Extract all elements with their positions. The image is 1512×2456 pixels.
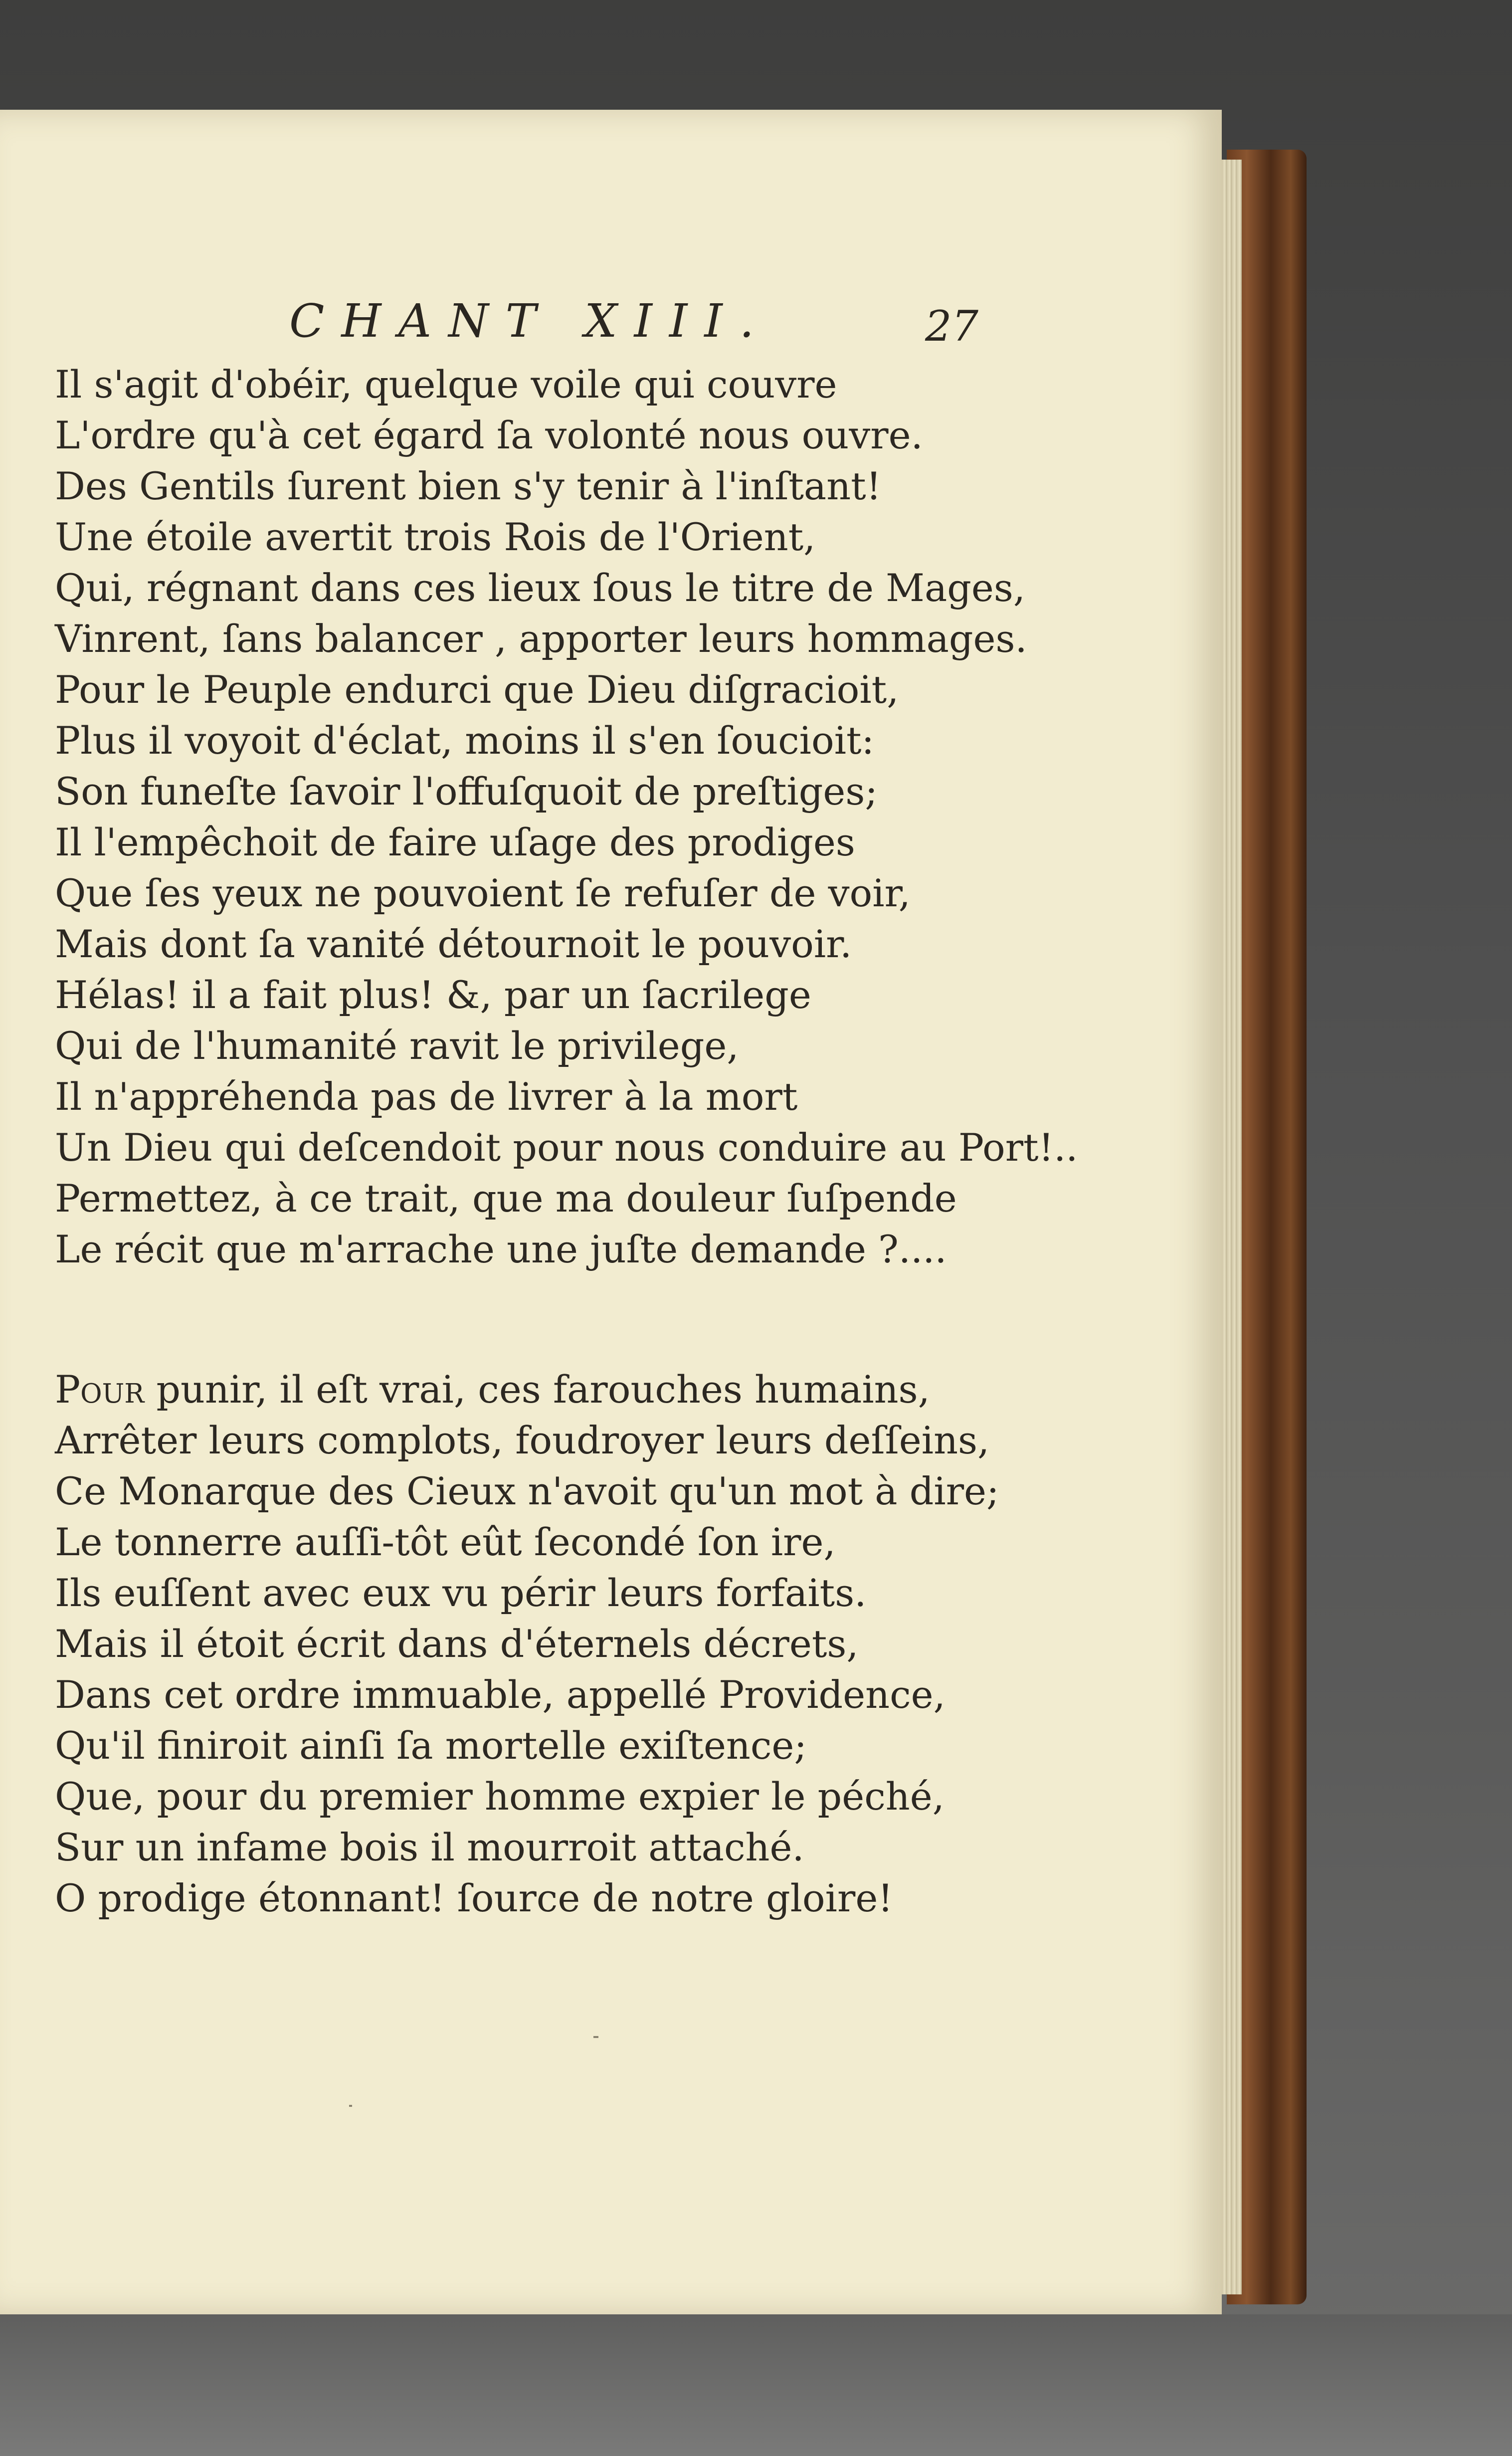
verse-line: Qu'il finiroit ainſi ſa mortelle exiſtence; bbox=[55, 1723, 807, 1768]
verse-line: Mais il étoit écrit dans d'éternels décrets, bbox=[55, 1622, 859, 1666]
verse-line: Pour le Peuple endurci que Dieu diſgracioit, bbox=[55, 667, 899, 712]
verse-line: Qui, régnant dans ces lieux ſous le titre de Mages, bbox=[55, 566, 1026, 610]
verse-line: Ils euſſent avec eux vu périr leurs forfaits. bbox=[55, 1571, 867, 1615]
verse-line: Des Gentils ſurent bien s'y tenir à l'inſtant! bbox=[55, 464, 882, 508]
verse-line: Mais dont ſa vanité détournoit le pouvoir. bbox=[55, 922, 852, 966]
verse-line: Permettez, à ce trait, que ma douleur ſuſpende bbox=[55, 1176, 957, 1221]
verse-line: Dans cet ordre immuable, appellé Providence, bbox=[55, 1672, 945, 1717]
verse-line: Son funeſte ſavoir l'offuſquoit de preſtiges; bbox=[55, 769, 878, 814]
verse-line: O prodige étonnant! ſource de notre gloire! bbox=[55, 1876, 893, 1920]
verse-line: Que, pour du premier homme expier le péché, bbox=[55, 1774, 945, 1819]
verse-line: L'ordre qu'à cet égard ſa volonté nous ouvre. bbox=[55, 413, 923, 457]
page-number: 27 bbox=[925, 302, 978, 351]
verse-line: Il l'empêchoit de faire uſage des prodiges bbox=[55, 820, 855, 864]
verse-line: Plus il voyoit d'éclat, moins il s'en ſoucioit: bbox=[55, 718, 875, 763]
verse-line: Ce Monarque des Cieux n'avoit qu'un mot à dire; bbox=[55, 1469, 999, 1513]
verse-line: Que ſes yeux ne pouvoient ſe refuſer de voir, bbox=[55, 871, 911, 915]
running-head: CHANT XIII. bbox=[289, 294, 771, 348]
verse-line: Sur un infame bois il mourroit attaché. bbox=[55, 1825, 804, 1869]
verse-line: Le tonnerre auſſi-tôt eût ſecondé ſon ire, bbox=[55, 1520, 836, 1564]
paper-speck bbox=[349, 2105, 352, 2107]
first-line-rest: punir, il eſt vrai, ces farouches humains, bbox=[144, 1367, 930, 1412]
initial-word: Pour bbox=[55, 1367, 145, 1412]
verse-line: Le récit que m'arrache une juſte demande ?.... bbox=[55, 1227, 947, 1271]
verse-line: Arrêter leurs complots, foudroyer leurs deſſeins, bbox=[55, 1418, 990, 1462]
verse-line: Une étoile avertit trois Rois de l'Orient, bbox=[55, 515, 816, 559]
scan-bottom-shadow bbox=[0, 2314, 1512, 2456]
paper-speck bbox=[593, 2036, 598, 2038]
verse-line: Il s'agit d'obéir, quelque voile qui couvre bbox=[55, 362, 837, 407]
verse-line: Il n'appréhenda pas de livrer à la mort bbox=[55, 1074, 798, 1119]
verse-line: Hélas! il a fait plus! &, par un ſacrilege bbox=[55, 973, 811, 1017]
verse-line-first bbox=[55, 1364, 1002, 1415]
verse-line: Vinrent, ſans balancer , apporter leurs hommages. bbox=[55, 616, 1027, 661]
verse-line: Qui de l'humanité ravit le privilege, bbox=[55, 1023, 739, 1068]
verse-line: Un Dieu qui deſcendoit pour nous conduire au Port!.. bbox=[55, 1125, 1078, 1170]
